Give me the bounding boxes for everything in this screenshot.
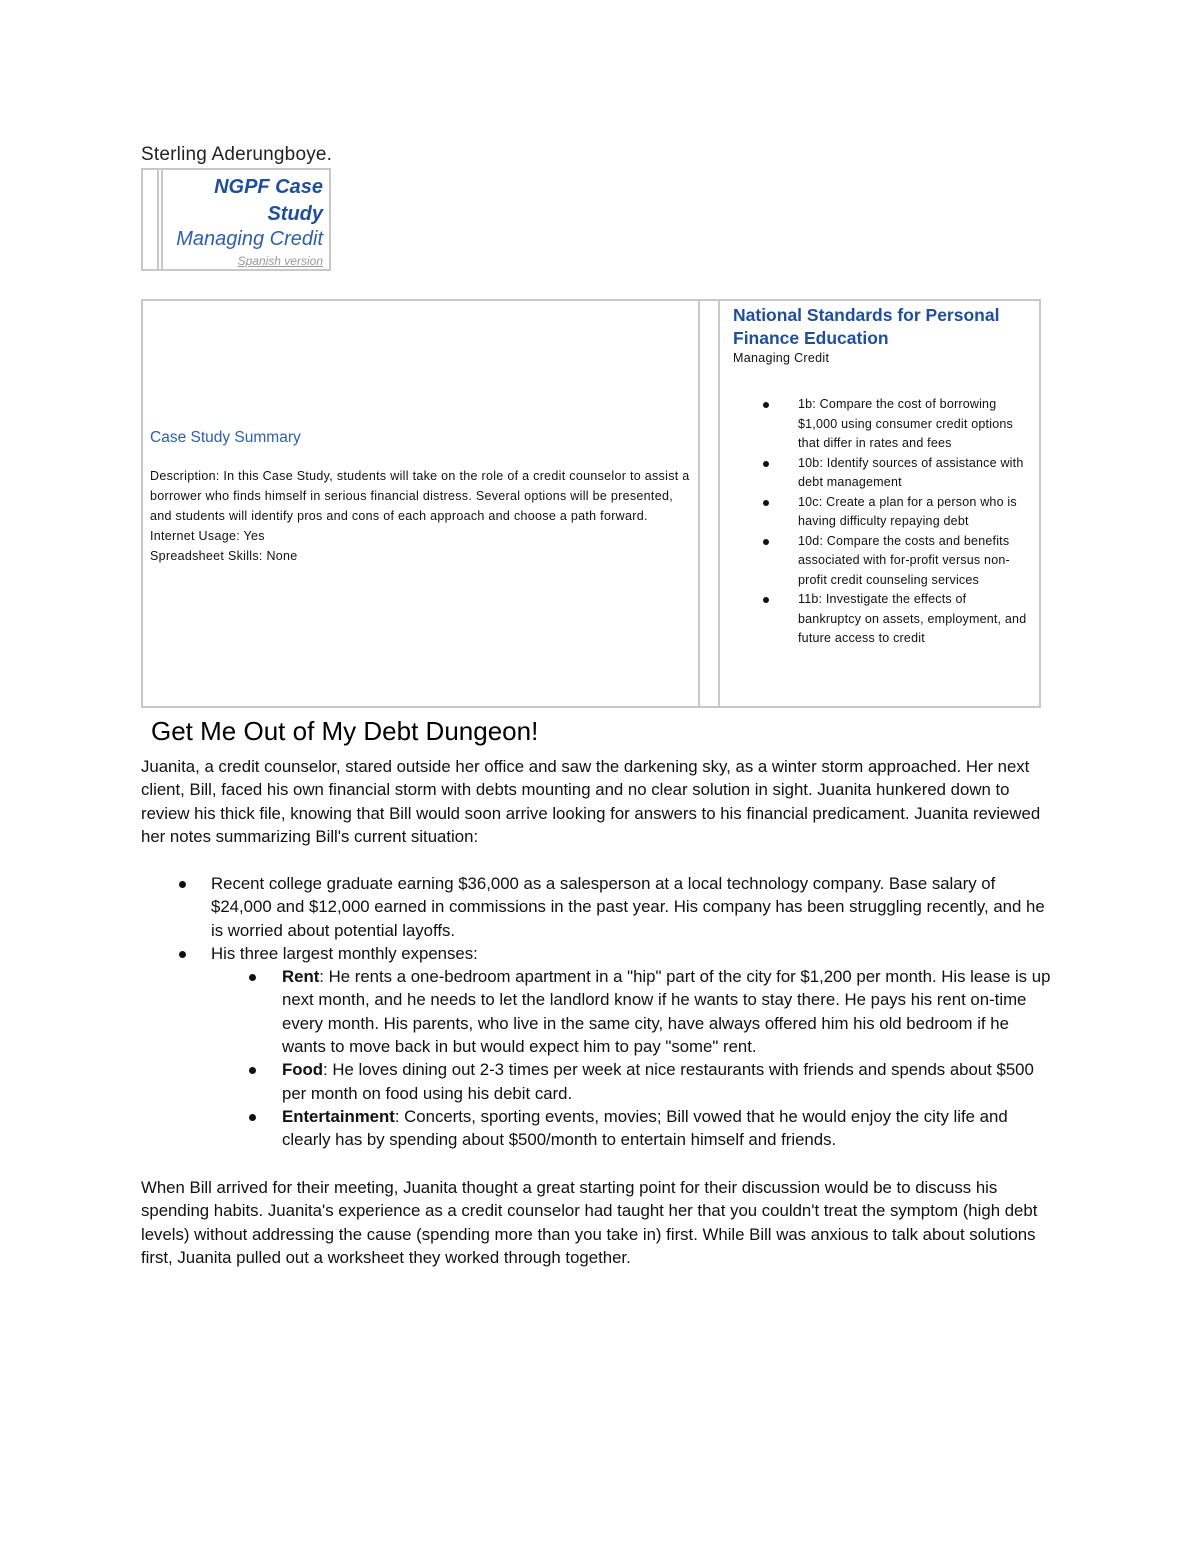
- standard-text: 10d: Compare the costs and benefits associated with for-profit versus non-profit credit counseling services: [798, 533, 1010, 587]
- standards-subheading: Managing Credit: [733, 351, 830, 365]
- expense-label: Rent: [282, 967, 320, 987]
- spreadsheet-skills-text: Spreadsheet Skills: None: [150, 549, 298, 563]
- divider: [157, 170, 159, 269]
- article-title: Get Me Out of My Debt Dungeon!: [151, 716, 539, 746]
- standards-heading: National Standards for Personal Finance Education: [733, 305, 1000, 348]
- bullet-icon: [249, 1067, 256, 1074]
- expenses-list: [211, 965, 1056, 1151]
- bullet-text: His three largest monthly expenses:: [211, 943, 478, 963]
- bullet-icon: [763, 597, 769, 603]
- bullet-icon: [249, 1114, 256, 1121]
- list-item: [733, 395, 1033, 454]
- case-study-summary-heading: Case Study Summary: [150, 429, 301, 446]
- standard-text: 1b: Compare the cost of borrowing $1,000 using consumer credit options that differ in rates and fees: [798, 397, 1013, 450]
- list-item: [141, 942, 1056, 1152]
- list-item: [733, 454, 1033, 493]
- bullet-icon: [249, 974, 256, 981]
- bullet-icon: [179, 951, 186, 958]
- expense-text: : He loves dining out 2-3 times per week at nice restaurants with friends and spends about $500 per month on food using his debit card.: [282, 1060, 1034, 1103]
- closing-paragraph: When Bill arrived for their meeting, Juanita thought a great starting point for their discussion would be to discuss his spending habits. Juanita's experience as a credit counselor had taught her that you couldn't treat the symptom (high debt levels) without addressing the cause (spending more than you take in) first. While Bill was anxious to talk about solutions first, Juanita pulled out a worksheet they worked through together.: [141, 1178, 1038, 1267]
- standard-text: 10c: Create a plan for a person who is having difficulty repaying debt: [798, 494, 1017, 528]
- standard-text: 10b: Identify sources of assistance with debt management: [798, 455, 1024, 489]
- list-item: [733, 590, 1033, 649]
- list-item: [211, 1058, 1056, 1105]
- situation-list: [141, 872, 1056, 1152]
- bullet-icon: [763, 500, 769, 506]
- description-text: Description: In this Case Study, students will take on the role of a credit counselor to assist a borrower who finds himself in serious financial distress. Several options will be presented, and students will identify pros and cons of each approach and choose a path forward.: [150, 469, 690, 523]
- divider: [698, 301, 700, 706]
- case-study-title: [163, 174, 323, 228]
- expense-text: : Concerts, sporting events, movies; Bill vowed that he would enjoy the city life and clearly has by spending about $500/month to entertain himself and friends.: [282, 1106, 1008, 1150]
- expense-text: : He rents a one-bedroom apartment in a "hip" part of the city for $1,200 per month. His lease is up next month, and he needs to let the landlord know if he wants to stay there. He pays his rent on-time every month. His parents, who live in the same city, have always offered him his old bedroom if he wants to move back in but would expect him to pay "some" rent.: [282, 967, 1051, 1057]
- bullet-icon: [763, 461, 769, 467]
- case-study-topic: Managing Credit: [176, 228, 323, 250]
- expense-label: Food: [282, 1060, 324, 1080]
- divider: [718, 301, 720, 706]
- expense-label: Entertainment: [282, 1106, 395, 1126]
- standards-list: [733, 395, 1033, 649]
- list-item: [211, 1105, 1056, 1152]
- bullet-icon: [763, 539, 769, 545]
- list-item: [211, 965, 1056, 1058]
- standard-text: 11b: Investigate the effects of bankruptcy on assets, employment, and future access to credit: [798, 592, 1027, 645]
- internet-usage-text: Internet Usage: Yes: [150, 529, 265, 543]
- list-item: [733, 532, 1033, 591]
- summary-table: [141, 299, 1041, 708]
- intro-paragraph: Juanita, a credit counselor, stared outside her office and saw the darkening sky, as a winter storm approached. Her next client, Bill, faced his own financial storm with debts mounting and no clear solution in sight. Juanita hunkered down to review his thick file, knowing that Bill would soon arrive looking for answers to his financial predicament. Juanita reviewed her notes summarizing Bill's current situation:: [141, 757, 1041, 846]
- bullet-icon: [763, 402, 769, 408]
- list-item: [141, 872, 1056, 942]
- spanish-version-link[interactable]: Spanish version: [237, 254, 323, 268]
- list-item: [733, 493, 1033, 532]
- bullet-text: Recent college graduate earning $36,000 as a salesperson at a local technology company. Base salary of $24,000 and $12,000 earned in commissions in the past year. His company has been struggling recently, and he is worried about potential layoffs.: [211, 874, 1045, 940]
- title-line: Study: [267, 203, 323, 225]
- title-line: NGPF Case: [214, 176, 323, 198]
- bullet-icon: [179, 881, 186, 888]
- author-name: Sterling Aderungboye.: [141, 144, 333, 165]
- case-study-header-box: [141, 168, 331, 271]
- case-study-summary-body: [150, 466, 695, 566]
